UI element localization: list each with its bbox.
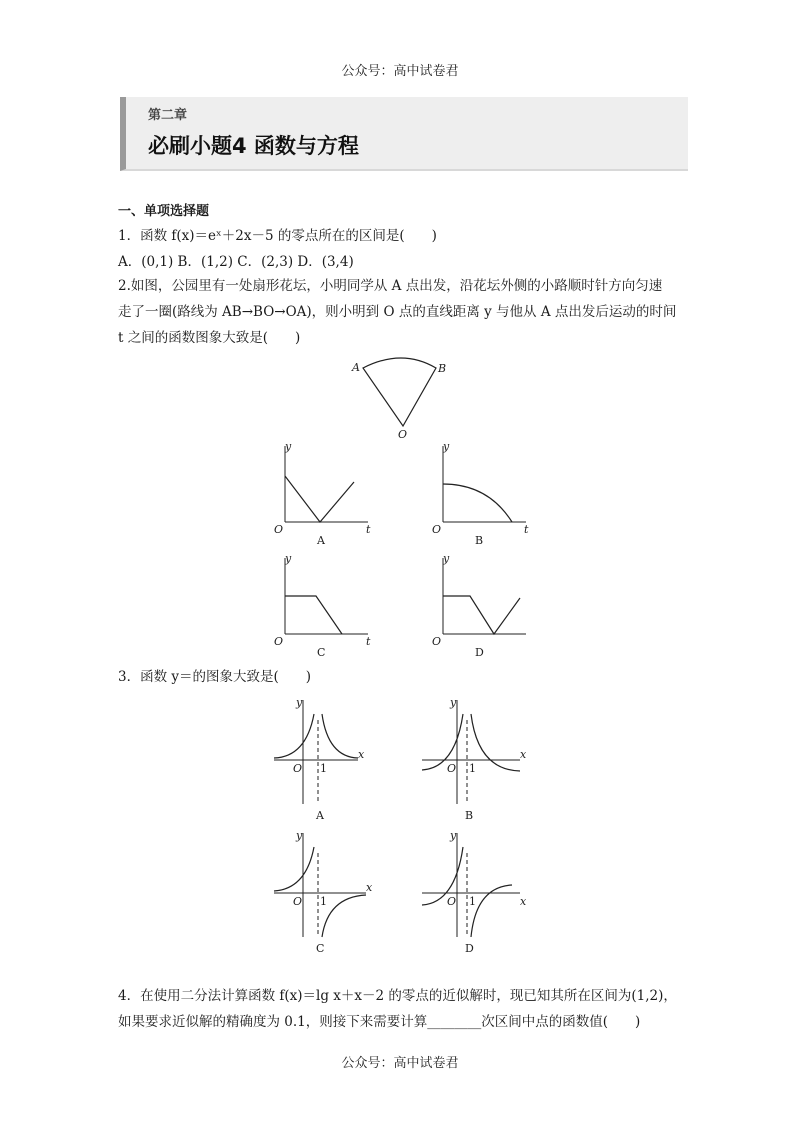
axis-x-label: x	[520, 895, 527, 908]
question-2-line-3: t 之间的函数图象大致是( )	[118, 330, 301, 346]
page-header: 公众号：高中试卷君	[341, 64, 459, 79]
q2-graph-c	[268, 552, 378, 662]
origin-label: O	[274, 635, 284, 648]
graph-label-a: A	[316, 809, 324, 822]
page-footer: 公众号：高中试卷君	[341, 1056, 459, 1071]
question-1-options: A．(0,1) B．(1,2) C．(2,3) D．(3,4)	[118, 254, 354, 270]
axis-y-label: y	[285, 440, 292, 453]
question-2-line-2: 走了一圈(路线为 AB→BO→OA)，则小明到 O 点的直线距离 y 与他从 A 点出发后运动的时间	[118, 304, 677, 320]
graph-label-b: B	[465, 809, 474, 822]
sector-label-o: O	[398, 428, 408, 440]
graph-label-a: A	[317, 534, 325, 547]
origin-label: O	[432, 523, 442, 536]
section-heading: 一、单项选择题	[118, 204, 210, 219]
origin-label: O	[274, 523, 284, 536]
origin-label: O	[447, 762, 457, 775]
question-2-line-1: 2.如图，公园里有一处扇形花坛，小明同学从 A 点出发，沿花坛外侧的小路顺时针方向匀速	[118, 278, 663, 294]
axis-y-label: y	[443, 552, 450, 565]
axis-t-label: t	[366, 523, 371, 536]
origin-label: O	[447, 895, 457, 908]
origin-label: O	[293, 762, 303, 775]
axis-x-label: x	[366, 881, 373, 894]
graph-label-c: C	[317, 646, 326, 659]
q3-graph-b	[420, 692, 530, 822]
tick-one-label: 1	[469, 762, 476, 775]
graph-label-b: B	[475, 534, 484, 547]
graph-label-d: D	[475, 646, 484, 659]
axis-y-label: y	[296, 829, 303, 842]
q3-graph-d	[420, 825, 530, 955]
q2-graph-a	[268, 440, 378, 550]
question-3-stem: 3．函数 y＝的图象大致是( )	[118, 669, 312, 685]
question-1-stem: 1．函数 f(x)＝eˣ＋2x－5 的零点所在的区间是( )	[118, 228, 437, 244]
q3-graph-c	[266, 825, 376, 955]
axis-t-label: t	[524, 523, 529, 536]
q2-graph-b	[426, 440, 536, 550]
axis-y-label: y	[443, 440, 450, 453]
sector-label-a: A	[352, 361, 360, 374]
q2-graph-d	[426, 552, 536, 662]
axis-x-label: x	[358, 748, 365, 761]
axis-t-label: t	[366, 635, 371, 648]
axis-y-label: y	[285, 552, 292, 565]
tick-one-label: 1	[469, 895, 476, 908]
page-title: 必刷小题4 函数与方程	[148, 134, 359, 158]
graph-label-d: D	[465, 942, 474, 955]
origin-label: O	[432, 635, 442, 648]
question-4-line-1: 4．在使用二分法计算函数 f(x)＝lg x＋x－2 的零点的近似解时，现已知其所在区间为(1,2)，	[118, 988, 677, 1004]
sector-figure	[340, 350, 460, 440]
axis-y-label: y	[450, 696, 457, 709]
axis-y-label: y	[450, 829, 457, 842]
tick-one-label: 1	[320, 895, 327, 908]
chapter-label: 第二章	[148, 108, 188, 123]
axis-y-label: y	[296, 696, 303, 709]
question-4-line-2: 如果要求近似解的精确度为 0.1，则接下来需要计算________次区间中点的函数值( )	[118, 1014, 641, 1030]
tick-one-label: 1	[320, 762, 327, 775]
sector-label-b: B	[438, 362, 447, 375]
graph-label-c: C	[316, 942, 325, 955]
axis-x-label: x	[520, 748, 527, 761]
origin-label: O	[293, 895, 303, 908]
q3-graph-a	[266, 692, 366, 822]
